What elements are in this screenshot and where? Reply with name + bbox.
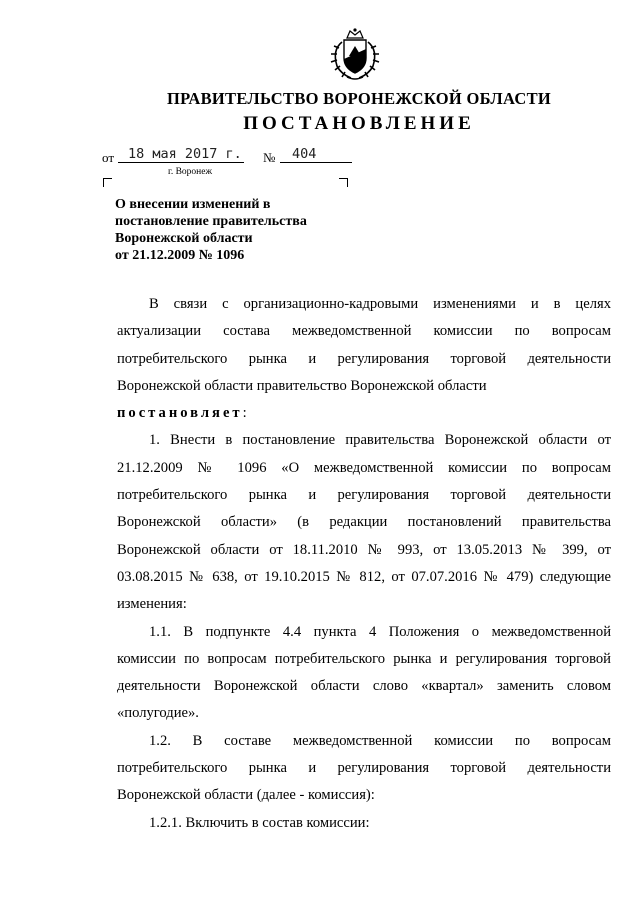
body-line: Воронежской области» (в редакции постановлений правительства	[117, 514, 611, 531]
body-line: деятельности Воронежской области слово «квартал» заменить словом	[117, 678, 611, 695]
body-line: Воронежской области (далее - комиссия):	[117, 787, 375, 804]
date-number-line	[102, 146, 362, 166]
subject-line: Воронежской области	[115, 231, 253, 246]
decree-line	[117, 400, 611, 427]
body-line: потребительского рынка и регулирования торговой деятельности	[117, 487, 611, 504]
subject-line: постановление правительства	[115, 214, 307, 229]
body-line: изменения:	[117, 596, 187, 613]
document-date: 18 мая 2017 г.	[118, 146, 244, 163]
body-line: В связи с организационно-кадровыми изменениями и в целях	[149, 296, 611, 312]
subject-line: О внесении изменений в	[115, 197, 271, 212]
decree-colon: :	[242, 405, 247, 422]
body-line: потребительского рынка и регулирования торговой деятельности	[117, 350, 611, 367]
document-body	[117, 291, 611, 837]
coat-of-arms-icon	[325, 26, 385, 82]
city: г. Воронеж	[168, 167, 213, 177]
body-line: 1.2.1. Включить в состав комиссии:	[149, 814, 370, 831]
date-prefix: от	[102, 150, 115, 165]
document-subject	[115, 196, 350, 264]
body-line: Воронежской области от 18.11.2010 № 993, от 13.05.2013 № 399, от	[117, 541, 611, 558]
subject-line: от 21.12.2009 № 1096	[115, 248, 245, 263]
body-line: потребительского рынка и регулирования торговой деятельности	[117, 760, 611, 777]
document-type: ПОСТАНОВЛЕНИЕ	[243, 113, 475, 134]
body-line: 1. Внести в постановление правительства Воронежской области от	[149, 432, 611, 449]
body-line: 21.12.2009 № 1096 «О межведомственной комиссии по вопросам	[117, 459, 611, 476]
body-line: Воронежской области правительство Воронежской области	[117, 377, 487, 394]
number-prefix: №	[263, 150, 276, 165]
decree-word: постановляет	[117, 405, 243, 422]
government-name: ПРАВИТЕЛЬСТВО ВОРОНЕЖСКОЙ ОБЛАСТИ	[166, 89, 552, 108]
right-corner-mark	[339, 178, 348, 187]
body-line: актуализации состава межведомственной комиссии по вопросам	[117, 323, 611, 340]
body-line: «полугодие».	[117, 705, 199, 722]
left-corner-mark	[103, 178, 112, 187]
body-line: 03.08.2015 № 638, от 19.10.2015 № 812, от 07.07.2016 № 479) следующие	[117, 568, 611, 585]
body-line: 1.2. В составе межведомственной комиссии по вопросам	[149, 732, 611, 749]
body-line: 1.1. В подпункте 4.4 пункта 4 Положения о межведомственной	[149, 623, 611, 640]
document-number: 404	[280, 146, 352, 163]
body-line: комиссии по вопросам потребительского рынка и регулирования торговой	[117, 650, 611, 667]
